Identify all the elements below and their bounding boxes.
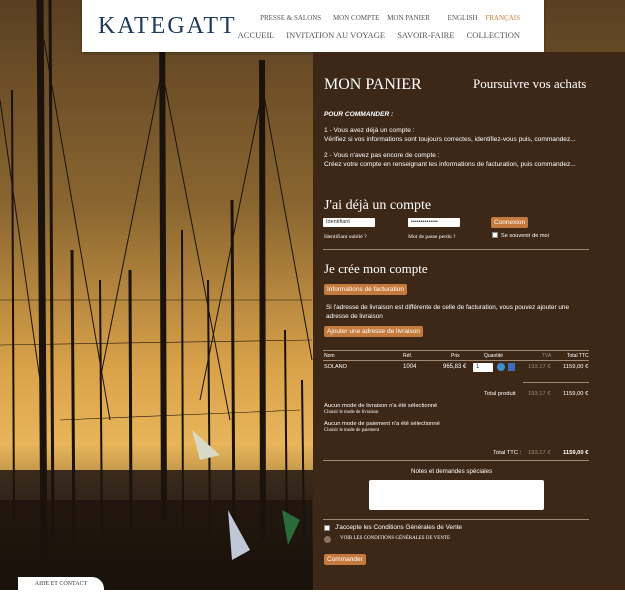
register-title: Je crée mon compte [324,261,428,276]
remember-checkbox[interactable] [492,232,498,238]
step1-title: 1 - Vous avez déjà un compte : [324,127,415,134]
divider [323,519,589,520]
add-delivery-button[interactable]: Ajouter une adresse de livraison [324,326,423,337]
help-contact-tab[interactable]: AIDE ET CONTACT [18,577,104,592]
cgv-checkbox[interactable] [324,525,330,531]
lang-fr[interactable]: FRANÇAIS [485,14,520,22]
divider [323,360,589,361]
grand-total: 1159,00 € [563,450,589,456]
forgot-id-link[interactable]: Identifiant oublié ? [324,234,367,240]
grand-tva: 193,17 € [528,450,551,456]
login-id-input[interactable]: Identifiant [323,218,375,227]
site-header [82,0,544,52]
notes-title: Notes et demandes spéciales [411,468,493,475]
nav-cart[interactable]: MON PANIER [387,14,430,22]
remember-label: Se souvenir de moi [501,233,549,239]
main-nav [228,30,520,40]
cgv-link[interactable]: VOIR LES CONDITIONS GÉNÉRALES DE VENTE [340,536,451,541]
row-total: 1159,00 € [563,364,589,370]
trash-icon[interactable] [508,363,515,371]
cgv-label: J'accepte les Conditions Générales de Vente [335,524,462,531]
nav-account[interactable]: MON COMPTE [332,14,380,22]
col-total: Total TTC [567,353,589,359]
divider [323,350,589,351]
delivery-note: Si l'adresse de livraison est différente de celle de facturation, vous pouvez ajouter une adresse de livraison [326,304,570,320]
payment-link[interactable]: Choisir le mode de paiement [324,428,380,433]
row-price: 965,83 € [443,364,467,370]
nav-savoir[interactable]: SAVOIR-FAIRE [397,30,455,40]
continue-shopping-link[interactable]: Poursuivre vos achats [473,76,587,91]
page-title: MON PANIER [324,76,422,93]
divider [523,382,589,383]
logo-text: KATEGATT [98,13,237,39]
row-name: SOLANO [324,364,347,370]
shipping-link[interactable]: Choisir le mode de livraison [324,410,379,415]
top-nav [250,14,520,22]
product-total: 1159,00 € [563,391,589,397]
row-ref: 1004 [403,364,417,370]
grand-total-label: Total TTC : [493,450,522,456]
quantity-input[interactable]: 1 [473,363,493,372]
lang-en[interactable]: ENGLISH [447,14,478,22]
product-tva: 193,17 € [528,391,551,397]
forgot-password-link[interactable]: Mot de passe perdu ? [408,234,456,240]
col-tva: TVA [542,353,552,359]
step1-body: Vérifiez si vos informations sont toujours correctes, identifiez-vous puis, commandez... [324,136,576,143]
connect-button[interactable]: Connexion [491,217,528,228]
arrow-icon [324,536,331,543]
billing-info-button[interactable]: Informations de facturation [324,284,407,295]
cart-panel [313,52,625,592]
nav-home[interactable]: ACCUEIL [237,30,275,40]
refresh-icon[interactable] [497,363,505,371]
step2-title: 2 - Vous n'avez pas encore de compte : [324,152,440,159]
divider [323,249,589,250]
order-button[interactable]: Commander [324,554,366,565]
divider [323,460,589,461]
row-tva: 193,17 € [528,364,551,370]
logo[interactable] [98,13,237,40]
payment-title: Aucun mode de paiement n'a été sélectionné [324,421,440,427]
nav-collection[interactable]: COLLECTION [466,30,520,40]
login-title: J'ai déjà un compte [324,198,432,213]
step2-body: Créez votre compte en renseignant les informations de facturation, puis commandez... [324,161,576,168]
instructions [324,110,594,169]
instructions-heading: POUR COMMANDER : [324,111,394,118]
col-qty: Quantité [484,353,503,359]
col-price: Prix [451,353,460,359]
login-password-input[interactable]: •••••••••••••• [408,218,460,227]
nav-invite[interactable]: INVITATION AU VOYAGE [286,30,386,40]
col-ref: Réf. [403,353,413,359]
product-total-label: Total produit [484,391,516,397]
notes-textarea[interactable] [369,480,544,510]
nav-press[interactable]: PRESSE & SALONS [260,14,322,22]
col-name: Nom [324,353,335,359]
shipping-title: Aucun mode de livraison n'a été sélectionné [324,403,438,409]
